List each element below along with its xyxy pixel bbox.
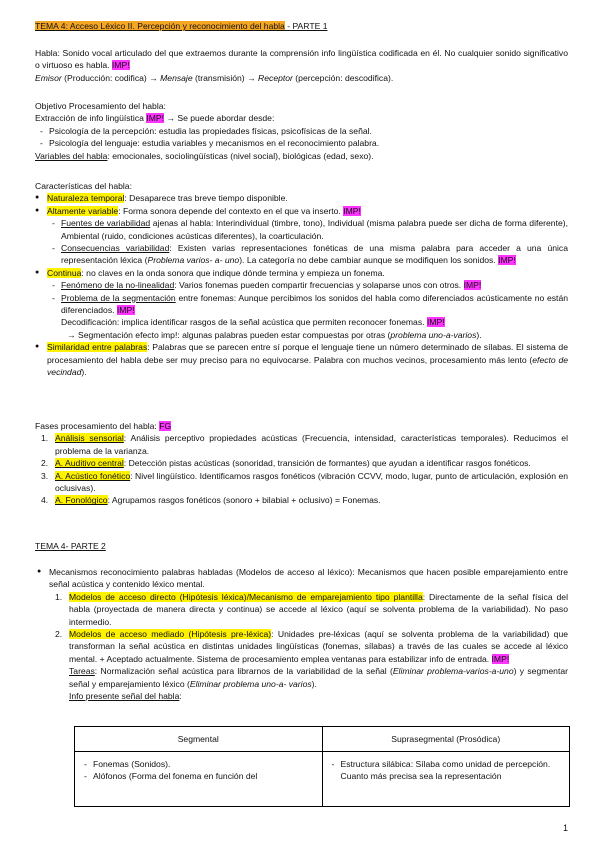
consec-italic: Problema varios- a- uno [147,255,240,266]
similar-italic: efecto de vecindad [47,354,569,378]
fases-section [35,420,568,507]
fase-text: : Agrupamos rasgos fonéticos (sonoro + bilabial + oclusivo) = Fonemas. [107,495,381,506]
caract-title: Características del habla: [35,181,132,191]
list-item [49,566,568,702]
nolineal-text: : Varios fonemas pueden compartir frecuencias y solaparse unos con otros. [174,280,464,291]
item-number: 4. [41,495,49,506]
segm-efecto-italic: problema uno-a-varios [390,329,477,340]
nolineal-label: Fenómeno de la no-linealidad [61,280,175,291]
list-item [61,279,568,291]
tareas-italic-1: Eliminar problema-varios-a-uno [392,666,514,677]
caracteristicas-section [35,180,568,379]
imp-tag: IMP! [111,60,130,71]
list-item: - Fonemas (Sonidos). [93,758,316,770]
item-number: 1. [41,433,49,444]
table-cell [322,752,570,807]
tareas-text: : Normalización señal acústica para librarnos de la variabilidad de la señal ( [94,666,393,677]
parte2-title [35,540,568,552]
emisor-desc: (Producción: codifica) → [61,72,161,83]
habla-definition [35,47,568,84]
list-item: 1. Modelos de acceso directo (Hipótesis léxica)/Mecanismo de emparejamiento tipo plantilla: Directamente de la señal física del habla (proyectada de manera directa y continua) se accede al léxico (aquí se solventa problema de la variabilidad). No paso intermedio. [55,591,568,627]
continua-label: Continua [47,267,82,278]
tareas-end: ). [311,678,317,689]
info-table [74,726,570,807]
table-cell [75,752,323,807]
page-number: 1 [562,823,568,833]
title-main: TEMA 4: Acceso Léxico II. Percepción y reconocimiento del habla [35,21,285,31]
m2-text: : Unidades pre-léxicas (aquí se solventa problema de la variabilidad) que transforman la señal acústica en distintas unidades lingüísticas (fonemas, sílabas) a través de las cuales se accede al léxico mental. + Aceptado actualmente. Sistema de procesamiento emplea ventanas para estabilizar info de entrada. [69,629,569,664]
imp-tag: IMP! [116,305,135,316]
list-item [41,494,568,506]
m2-label: Modelos de acceso mediado (Hipótesis pre-léxica) [69,629,272,640]
list-item [41,432,568,457]
decod-text: Decodificación: implica identificar rasgos de la señal acústica que permiten reconocer fonemas. [61,317,427,328]
fuentes-text: ajenas al habla: Interindividual (timbre, tono), Individual (misma palabra puede ser dicha de forma diferente), Ambiental (ruido, condiciones acústicas diferentes), la coarticulación. [61,218,568,241]
mensaje-desc: (transmisión) → [192,72,259,83]
consec-end: ). La categoría no debe cambiar aunque se modifiquen los sonidos. [239,255,499,266]
emisor: Emisor [35,72,62,83]
fase-label: Análisis sensorial [55,433,124,444]
item-number: 3. [41,470,49,481]
list-item: - Psicología de la percepción: estudia las propiedades físicas, psicofísicas de la señal. [49,125,568,137]
list-item [41,457,568,469]
habla-text: Habla: Sonido vocal articulado del que extraemos durante la comprensión info lingüística codificada en él. No cualquier sonido significativo o virtuoso es habla. [35,48,568,71]
segm-efecto: → Segmentación efecto imp!: algunas palabras pueden estar compuestas por otras ( [67,329,391,340]
list-item [47,267,568,341]
parte2-section [35,566,568,702]
table-header-suprasegmental: Suprasegmental (Prosódica) [322,727,570,752]
page-title [35,20,568,32]
fase-label: A. Fonológico [55,495,108,506]
variables-label: Variables del habla [35,150,108,161]
list-item: - Alófonos (Forma del fonema en función del [93,770,316,782]
list-item: 2. Modelos de acceso mediado (Hipótesis pre-léxica): Unidades pre-léxicas (aquí se solventa problema de la variabilidad) que transforman la señal acústica en distintas unidades lingüísticas (fonemas, sílabas) a través de las cuales se accede al léxico mental. + Aceptado actualmente. Sistema de procesamiento emplea ventanas para estabilizar info de entrada. IMP! Tareas: Normalización señal acústica para librarnos de la variabilidad de la señal (Eliminar problema-varios-a-uno) y segmentar señal y emparejamiento léxico (Eliminar problema uno-a- varios). Info presente señal del habla: [55,629,569,702]
fase-text: : Nivel lingüístico. Identificamos rasgos fonéticos (vibración CCVV, modo, lugar, punto de articulación, explosión en oclusivas). [55,470,568,494]
imp-tag: IMP! [491,653,510,664]
tareas-italic-2: Eliminar problema uno-a- varios [189,678,312,689]
section-title: TEMA 4- PARTE 2 [35,541,106,551]
objetivo-line: Extracción de info lingüística [35,113,147,124]
continua-text: : no claves en la onda sonora que indique dónde termina y empieza un fonema. [81,267,385,278]
temporal-text: : Desaparece tras breve tiempo disponible. [124,193,288,204]
objetivo-section [35,100,568,162]
list-item [47,341,568,378]
objetivo-title: Objetivo Procesamiento del habla: [35,101,166,111]
consec-text: : Existen varias representaciones fonéticas de una misma palabra para acceder a una única representación léxica ( [61,243,568,266]
consec-label: Consecuencias variabilidad [61,243,170,254]
variable-text: : Forma sonora depende del contexto en el que va inserto. [118,205,344,216]
imp-tag: IMP! [463,280,482,291]
fase-label: A. Auditivo central [55,458,124,469]
similar-text: : Palabras que se parecen entre sí porque el lenguaje tiene un número determinado de sílabas. El sistema de procesamiento del habla debe ser muy preciso para no equivocarse. Palabra con muchos vecinos, procesamiento más lento ( [47,342,568,365]
tareas-label: Tareas [69,666,95,677]
similar-end: ). [81,367,87,378]
list-item [61,292,568,342]
info-colon: : [179,691,182,702]
item-number: 2. [41,458,49,469]
variable-label: Altamente variable [47,205,119,216]
list-item [41,470,568,495]
info-label: Info presente señal del habla [69,691,180,702]
tareas-mid: ) y segmentar señal y emparejamiento léxico ( [69,666,568,689]
fase-text: : Análisis perceptivo propiedades acústicas (Frecuencia, intensidad, características temporales). Reducimos el problema de la varianza. [55,433,568,456]
segm-label: Problema de la segmentación [61,292,176,303]
receptor: Receptor [258,72,293,83]
fuentes-label: Fuentes de variabilidad [61,218,151,229]
imp-tag: IMP! [426,317,445,328]
mensaje: Mensaje [160,72,193,83]
imp-tag: IMP! [146,113,164,124]
list-item [61,217,568,242]
temporal-label: Naturaleza temporal [47,193,125,204]
mecanismos-text: Mecanismos reconocimiento palabras habladas (Modelos de acceso al léxico): Mecanismos que hacen posible emparejamiento entre señal acústica y contenido léxico mental. [49,567,568,590]
imp-tag: IMP! [498,255,516,266]
fase-text: : Detección pistas acústicas (sonoridad, transición de formantes) que ayudan a identificar rasgos fonéticos. [123,458,531,469]
list-item [47,192,568,204]
fase-label: A. Acústico fonético [55,470,131,481]
title-suffix: - PARTE 1 [284,21,328,31]
fg-tag: FG [159,421,172,431]
similar-label: Similaridad entre palabras [47,342,148,353]
m1-text: : Directamente de la señal física del habla (proyectada de manera directa y continua) se accede al léxico (aquí se solventa problema de la variabilidad). No paso intermedio. [69,591,568,627]
variables-text: : emocionales, sociolingüísticas (nivel social), biológicas (edad, sexo). [107,150,374,161]
objetivo-line-end: → Se puede abordar desde: [163,113,275,124]
segm-efecto-end: ). [476,329,482,340]
table-header-segmental: Segmental [75,727,323,752]
receptor-desc: (percepción: descodifica). [292,72,394,83]
m1-label: Modelos de acceso directo (Hipótesis léxica)/Mecanismo de emparejamiento tipo plantilla [69,591,423,602]
segm-text: entre fonemas: Aunque percibimos los sonidos del habla como diferenciados acústicamente no están diferenciados. [61,292,569,316]
list-item [47,205,568,267]
imp-tag: IMP! [343,205,361,216]
list-item: - Psicología del lenguaje: estudia variables y mecanismos en el reconocimiento palabra. [49,137,568,149]
list-item [61,242,568,267]
list-item: - Estructura silábica: Sílaba como unidad de percepción. Cuanto más precisa sea la representación [341,758,564,783]
fases-title: Fases procesamiento del habla: [35,421,160,431]
